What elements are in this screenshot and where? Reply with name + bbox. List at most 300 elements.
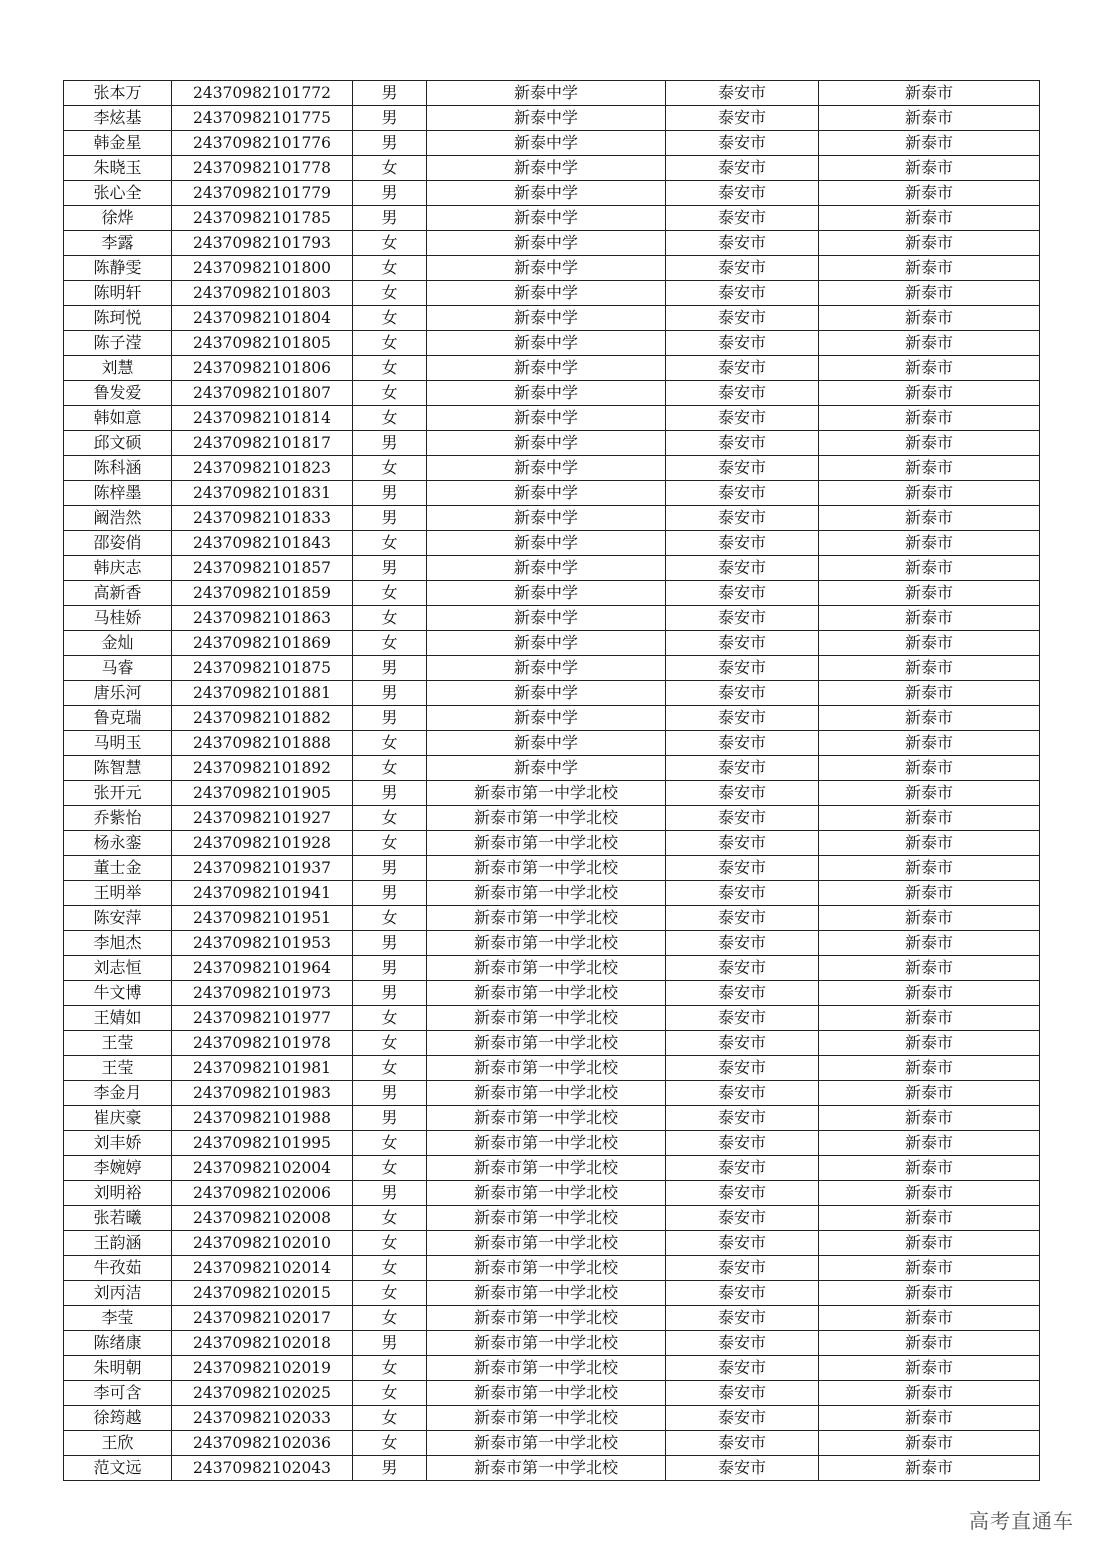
city-cell: 泰安市 [666,1456,819,1481]
city-cell: 泰安市 [666,706,819,731]
name-cell: 牛文博 [64,981,172,1006]
name-cell: 杨永銮 [64,831,172,856]
city-cell: 泰安市 [666,1131,819,1156]
gender-cell: 男 [353,681,427,706]
city-cell: 泰安市 [666,356,819,381]
gender-cell: 女 [353,156,427,181]
city-cell: 泰安市 [666,431,819,456]
gender-cell: 女 [353,631,427,656]
name-cell: 范文远 [64,1456,172,1481]
county-cell: 新泰市 [819,406,1040,431]
city-cell: 泰安市 [666,181,819,206]
gender-cell: 女 [353,281,427,306]
school-cell: 新泰市第一中学北校 [427,1206,666,1231]
gender-cell: 男 [353,706,427,731]
table-body [64,81,1040,1481]
table-row [64,1156,1040,1181]
name-cell: 陈科涵 [64,456,172,481]
table-row [64,756,1040,781]
county-cell: 新泰市 [819,206,1040,231]
name-cell: 王莹 [64,1056,172,1081]
school-cell: 新泰中学 [427,306,666,331]
county-cell: 新泰市 [819,1456,1040,1481]
exam-id-cell: 24370982101983 [172,1081,353,1106]
table-row [64,1306,1040,1331]
table-row [64,806,1040,831]
gender-cell: 男 [353,1456,427,1481]
exam-id-cell: 24370982101869 [172,631,353,656]
table-row [64,281,1040,306]
exam-id-cell: 24370982101964 [172,956,353,981]
school-cell: 新泰市第一中学北校 [427,806,666,831]
gender-cell: 男 [353,106,427,131]
name-cell: 徐烨 [64,206,172,231]
county-cell: 新泰市 [819,531,1040,556]
gender-cell: 男 [353,206,427,231]
name-cell: 张本万 [64,81,172,106]
name-cell: 高新香 [64,581,172,606]
exam-id-cell: 24370982101817 [172,431,353,456]
county-cell: 新泰市 [819,1056,1040,1081]
city-cell: 泰安市 [666,1181,819,1206]
school-cell: 新泰市第一中学北校 [427,1431,666,1456]
gender-cell: 女 [353,731,427,756]
table-row [64,706,1040,731]
gender-cell: 女 [353,806,427,831]
gender-cell: 男 [353,131,427,156]
table-row [64,1056,1040,1081]
exam-id-cell: 24370982102043 [172,1456,353,1481]
school-cell: 新泰中学 [427,456,666,481]
city-cell: 泰安市 [666,1281,819,1306]
name-cell: 张若曦 [64,1206,172,1231]
exam-id-cell: 24370982101888 [172,731,353,756]
city-cell: 泰安市 [666,906,819,931]
gender-cell: 女 [353,356,427,381]
school-cell: 新泰市第一中学北校 [427,1306,666,1331]
exam-id-cell: 24370982101863 [172,606,353,631]
table-row [64,256,1040,281]
name-cell: 陈子滢 [64,331,172,356]
exam-id-cell: 24370982101927 [172,806,353,831]
school-cell: 新泰中学 [427,206,666,231]
gender-cell: 女 [353,1056,427,1081]
city-cell: 泰安市 [666,681,819,706]
name-cell: 张心全 [64,181,172,206]
exam-id-cell: 24370982101776 [172,131,353,156]
school-cell: 新泰市第一中学北校 [427,1006,666,1031]
county-cell: 新泰市 [819,1331,1040,1356]
name-cell: 董士金 [64,856,172,881]
exam-id-cell: 24370982101941 [172,881,353,906]
exam-id-cell: 24370982101937 [172,856,353,881]
exam-id-cell: 24370982101804 [172,306,353,331]
exam-id-cell: 24370982102008 [172,1206,353,1231]
gender-cell: 女 [353,1406,427,1431]
exam-id-cell: 24370982101977 [172,1006,353,1031]
exam-id-cell: 24370982101772 [172,81,353,106]
city-cell: 泰安市 [666,231,819,256]
name-cell: 李莹 [64,1306,172,1331]
county-cell: 新泰市 [819,1231,1040,1256]
name-cell: 阚浩然 [64,506,172,531]
name-cell: 刘志恒 [64,956,172,981]
exam-id-cell: 24370982102018 [172,1331,353,1356]
city-cell: 泰安市 [666,606,819,631]
gender-cell: 男 [353,556,427,581]
table-row [64,1381,1040,1406]
county-cell: 新泰市 [819,956,1040,981]
table-row [64,81,1040,106]
name-cell: 陈明轩 [64,281,172,306]
table-row [64,1106,1040,1131]
exam-id-cell: 24370982102004 [172,1156,353,1181]
city-cell: 泰安市 [666,1306,819,1331]
county-cell: 新泰市 [819,1406,1040,1431]
table-row [64,381,1040,406]
gender-cell: 男 [353,481,427,506]
exam-id-cell: 24370982101881 [172,681,353,706]
exam-id-cell: 24370982101800 [172,256,353,281]
county-cell: 新泰市 [819,656,1040,681]
school-cell: 新泰市第一中学北校 [427,1231,666,1256]
city-cell: 泰安市 [666,1231,819,1256]
city-cell: 泰安市 [666,506,819,531]
name-cell: 王韵涵 [64,1231,172,1256]
exam-id-cell: 24370982102017 [172,1306,353,1331]
gender-cell: 女 [353,406,427,431]
county-cell: 新泰市 [819,231,1040,256]
exam-id-cell: 24370982101823 [172,456,353,481]
table-row [64,131,1040,156]
city-cell: 泰安市 [666,781,819,806]
gender-cell: 男 [353,1181,427,1206]
gender-cell: 女 [353,1281,427,1306]
gender-cell: 女 [353,1131,427,1156]
gender-cell: 男 [353,1106,427,1131]
gender-cell: 女 [353,256,427,281]
exam-id-cell: 24370982101805 [172,331,353,356]
table-row [64,981,1040,1006]
gender-cell: 女 [353,381,427,406]
school-cell: 新泰中学 [427,231,666,256]
exam-id-cell: 24370982102036 [172,1431,353,1456]
exam-id-cell: 24370982101803 [172,281,353,306]
table-row [64,1331,1040,1356]
name-cell: 李金月 [64,1081,172,1106]
city-cell: 泰安市 [666,981,819,1006]
school-cell: 新泰中学 [427,181,666,206]
county-cell: 新泰市 [819,706,1040,731]
county-cell: 新泰市 [819,431,1040,456]
table-row [64,1281,1040,1306]
county-cell: 新泰市 [819,331,1040,356]
county-cell: 新泰市 [819,631,1040,656]
table-row [64,1131,1040,1156]
gender-cell: 女 [353,306,427,331]
table-row [64,856,1040,881]
table-row [64,1406,1040,1431]
name-cell: 李露 [64,231,172,256]
city-cell: 泰安市 [666,106,819,131]
school-cell: 新泰市第一中学北校 [427,981,666,1006]
city-cell: 泰安市 [666,956,819,981]
city-cell: 泰安市 [666,806,819,831]
exam-id-cell: 24370982101814 [172,406,353,431]
gender-cell: 女 [353,331,427,356]
gender-cell: 女 [353,1206,427,1231]
gender-cell: 女 [353,606,427,631]
school-cell: 新泰中学 [427,606,666,631]
city-cell: 泰安市 [666,881,819,906]
name-cell: 李旭杰 [64,931,172,956]
table-row [64,1006,1040,1031]
gender-cell: 男 [353,931,427,956]
county-cell: 新泰市 [819,906,1040,931]
table-row [64,631,1040,656]
county-cell: 新泰市 [819,1131,1040,1156]
name-cell: 陈静雯 [64,256,172,281]
exam-id-cell: 24370982101981 [172,1056,353,1081]
exam-id-cell: 24370982101775 [172,106,353,131]
table-row [64,1206,1040,1231]
county-cell: 新泰市 [819,1006,1040,1031]
city-cell: 泰安市 [666,1156,819,1181]
school-cell: 新泰市第一中学北校 [427,906,666,931]
county-cell: 新泰市 [819,581,1040,606]
name-cell: 朱明朝 [64,1356,172,1381]
name-cell: 乔紫怡 [64,806,172,831]
exam-id-cell: 24370982101833 [172,506,353,531]
city-cell: 泰安市 [666,481,819,506]
city-cell: 泰安市 [666,581,819,606]
table-row [64,506,1040,531]
table-row [64,731,1040,756]
school-cell: 新泰市第一中学北校 [427,831,666,856]
gender-cell: 女 [353,756,427,781]
table-row [64,1256,1040,1281]
name-cell: 邱文硕 [64,431,172,456]
city-cell: 泰安市 [666,81,819,106]
county-cell: 新泰市 [819,81,1040,106]
county-cell: 新泰市 [819,981,1040,1006]
exam-id-cell: 24370982102006 [172,1181,353,1206]
exam-id-cell: 24370982101793 [172,231,353,256]
school-cell: 新泰中学 [427,731,666,756]
county-cell: 新泰市 [819,856,1040,881]
name-cell: 鲁发爱 [64,381,172,406]
table-row [64,1081,1040,1106]
exam-id-cell: 24370982101843 [172,531,353,556]
school-cell: 新泰中学 [427,531,666,556]
gender-cell: 女 [353,1231,427,1256]
city-cell: 泰安市 [666,731,819,756]
exam-id-cell: 24370982101806 [172,356,353,381]
gender-cell: 女 [353,456,427,481]
school-cell: 新泰中学 [427,706,666,731]
exam-id-cell: 24370982101953 [172,931,353,956]
watermark-text: 高考直通车 [969,1509,1074,1533]
school-cell: 新泰市第一中学北校 [427,1381,666,1406]
name-cell: 王明举 [64,881,172,906]
county-cell: 新泰市 [819,831,1040,856]
gender-cell: 男 [353,506,427,531]
gender-cell: 女 [353,581,427,606]
school-cell: 新泰中学 [427,681,666,706]
gender-cell: 女 [353,1381,427,1406]
name-cell: 朱晓玉 [64,156,172,181]
county-cell: 新泰市 [819,1256,1040,1281]
table-row [64,481,1040,506]
exam-id-cell: 24370982101905 [172,781,353,806]
name-cell: 刘丙洁 [64,1281,172,1306]
gender-cell: 男 [353,1081,427,1106]
school-cell: 新泰市第一中学北校 [427,1131,666,1156]
table-row [64,231,1040,256]
table-row [64,906,1040,931]
county-cell: 新泰市 [819,881,1040,906]
county-cell: 新泰市 [819,281,1040,306]
table-row [64,1456,1040,1481]
name-cell: 陈珂悦 [64,306,172,331]
city-cell: 泰安市 [666,456,819,481]
name-cell: 陈智慧 [64,756,172,781]
county-cell: 新泰市 [819,181,1040,206]
table-row [64,206,1040,231]
city-cell: 泰安市 [666,656,819,681]
city-cell: 泰安市 [666,1031,819,1056]
school-cell: 新泰中学 [427,756,666,781]
school-cell: 新泰中学 [427,556,666,581]
school-cell: 新泰市第一中学北校 [427,931,666,956]
county-cell: 新泰市 [819,931,1040,956]
exam-id-cell: 24370982102033 [172,1406,353,1431]
table-row [64,306,1040,331]
county-cell: 新泰市 [819,1081,1040,1106]
exam-id-cell: 24370982101778 [172,156,353,181]
table-row [64,681,1040,706]
county-cell: 新泰市 [819,681,1040,706]
county-cell: 新泰市 [819,1106,1040,1131]
name-cell: 王婧如 [64,1006,172,1031]
gender-cell: 男 [353,81,427,106]
county-cell: 新泰市 [819,156,1040,181]
exam-id-cell: 24370982101785 [172,206,353,231]
city-cell: 泰安市 [666,131,819,156]
school-cell: 新泰市第一中学北校 [427,781,666,806]
exam-id-cell: 24370982102015 [172,1281,353,1306]
school-cell: 新泰中学 [427,581,666,606]
exam-id-cell: 24370982102019 [172,1356,353,1381]
gender-cell: 男 [353,181,427,206]
school-cell: 新泰中学 [427,431,666,456]
city-cell: 泰安市 [666,1406,819,1431]
school-cell: 新泰市第一中学北校 [427,1406,666,1431]
city-cell: 泰安市 [666,1356,819,1381]
city-cell: 泰安市 [666,631,819,656]
school-cell: 新泰市第一中学北校 [427,1331,666,1356]
school-cell: 新泰市第一中学北校 [427,1056,666,1081]
city-cell: 泰安市 [666,156,819,181]
school-cell: 新泰中学 [427,331,666,356]
name-cell: 刘慧 [64,356,172,381]
county-cell: 新泰市 [819,481,1040,506]
city-cell: 泰安市 [666,331,819,356]
gender-cell: 男 [353,856,427,881]
table-row [64,831,1040,856]
table-row [64,406,1040,431]
county-cell: 新泰市 [819,606,1040,631]
gender-cell: 男 [353,1331,427,1356]
table-row [64,656,1040,681]
city-cell: 泰安市 [666,856,819,881]
county-cell: 新泰市 [819,381,1040,406]
county-cell: 新泰市 [819,1356,1040,1381]
county-cell: 新泰市 [819,1031,1040,1056]
student-list-table [63,80,1040,1481]
name-cell: 韩庆志 [64,556,172,581]
name-cell: 张开元 [64,781,172,806]
name-cell: 鲁克瑞 [64,706,172,731]
school-cell: 新泰中学 [427,656,666,681]
city-cell: 泰安市 [666,831,819,856]
exam-id-cell: 24370982101882 [172,706,353,731]
name-cell: 王欣 [64,1431,172,1456]
city-cell: 泰安市 [666,1006,819,1031]
county-cell: 新泰市 [819,1281,1040,1306]
school-cell: 新泰中学 [427,356,666,381]
school-cell: 新泰市第一中学北校 [427,1156,666,1181]
gender-cell: 女 [353,1356,427,1381]
gender-cell: 女 [353,1431,427,1456]
city-cell: 泰安市 [666,1081,819,1106]
exam-id-cell: 24370982101951 [172,906,353,931]
table-row [64,106,1040,131]
city-cell: 泰安市 [666,1106,819,1131]
county-cell: 新泰市 [819,356,1040,381]
county-cell: 新泰市 [819,806,1040,831]
exam-id-cell: 24370982101779 [172,181,353,206]
city-cell: 泰安市 [666,206,819,231]
city-cell: 泰安市 [666,1431,819,1456]
exam-id-cell: 24370982101995 [172,1131,353,1156]
school-cell: 新泰中学 [427,156,666,181]
name-cell: 刘丰娇 [64,1131,172,1156]
name-cell: 徐筠越 [64,1406,172,1431]
school-cell: 新泰中学 [427,506,666,531]
table-row [64,431,1040,456]
table-row [64,456,1040,481]
name-cell: 金灿 [64,631,172,656]
school-cell: 新泰市第一中学北校 [427,1456,666,1481]
gender-cell: 女 [353,1006,427,1031]
gender-cell: 女 [353,831,427,856]
school-cell: 新泰中学 [427,481,666,506]
table-row [64,581,1040,606]
gender-cell: 女 [353,1156,427,1181]
table-row [64,331,1040,356]
gender-cell: 女 [353,231,427,256]
city-cell: 泰安市 [666,756,819,781]
table-row [64,781,1040,806]
exam-id-cell: 24370982101978 [172,1031,353,1056]
county-cell: 新泰市 [819,306,1040,331]
table-row [64,181,1040,206]
county-cell: 新泰市 [819,1431,1040,1456]
exam-id-cell: 24370982101807 [172,381,353,406]
table-row [64,1431,1040,1456]
exam-id-cell: 24370982101988 [172,1106,353,1131]
